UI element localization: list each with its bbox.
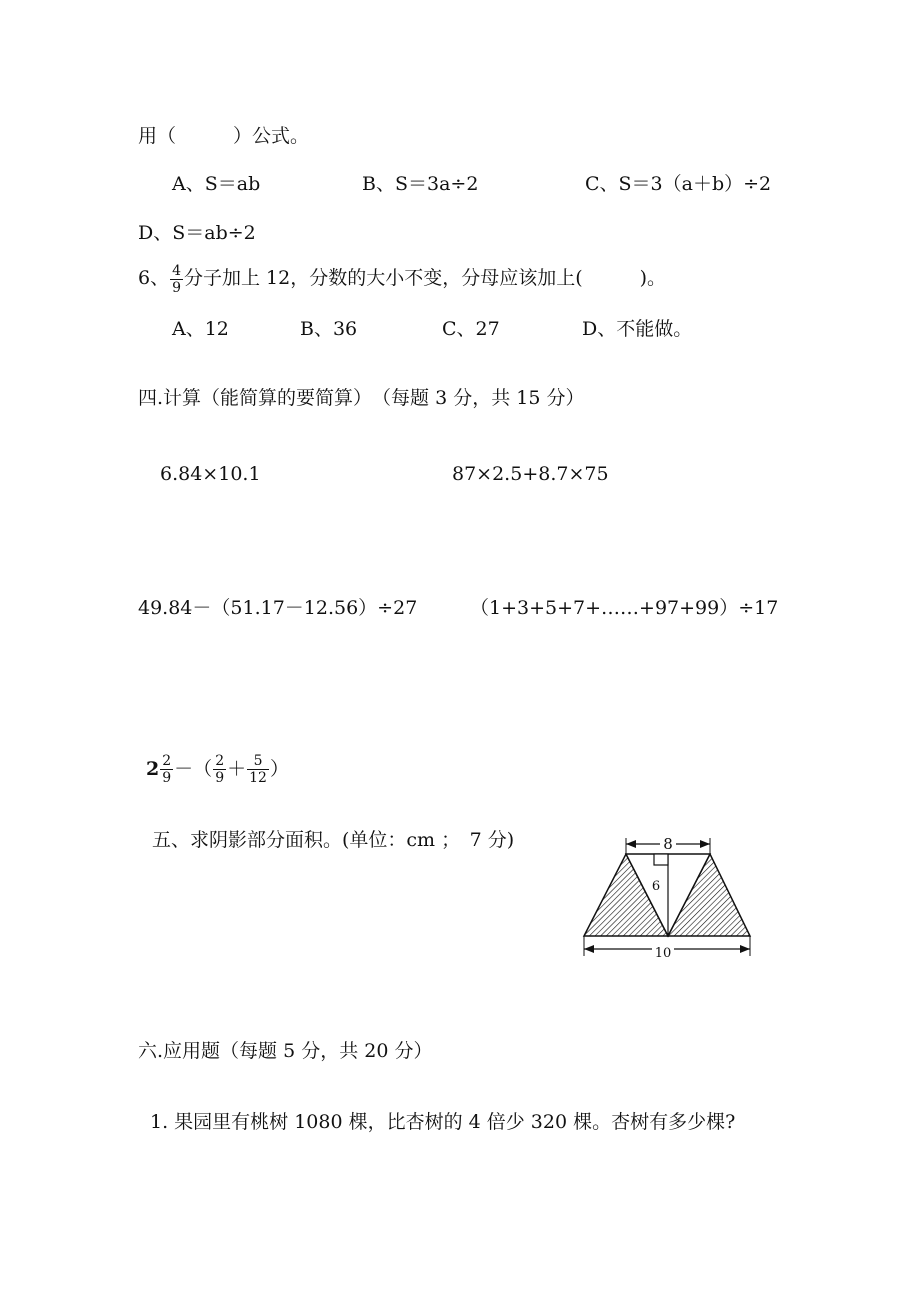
q5-option-b: B、S＝3a÷2	[362, 173, 479, 195]
expr5-whole-number: 2	[146, 758, 160, 780]
trapezoid-figure	[578, 828, 758, 968]
bottom-arrow-right	[740, 945, 750, 953]
section4-title: 四.计算（能简算的要简算） （每题 3 分，共 15 分）	[138, 387, 585, 409]
q6-option-b: B、36	[300, 318, 358, 340]
q6-option-a: A、12	[172, 318, 229, 340]
expr5-fraction-2	[213, 753, 226, 786]
expr5-fraction-3	[247, 753, 269, 786]
calc-expr-2: 87×2.5+8.7×75	[452, 463, 609, 485]
bottom-arrow-left	[584, 945, 594, 953]
top-arrow-left	[626, 840, 636, 848]
expr5-open-paren: （	[193, 758, 213, 780]
q5-stem-tail: 用（ ）公式。	[138, 125, 310, 147]
section5-title: 五、求阴影部分面积。(单位：cm ； 7 分)	[152, 829, 515, 851]
expr5-f3-numerator: 5	[247, 753, 269, 770]
expr5-f2-numerator: 2	[215, 752, 225, 769]
expr5-close-paren: ）	[269, 758, 289, 780]
right-angle-marker	[654, 854, 668, 865]
q6-fraction-numerator: 4	[172, 262, 182, 279]
q6-option-c: C、27	[442, 318, 500, 340]
expr5-fraction-1	[160, 753, 173, 786]
expr5-f1-denominator: 9	[162, 769, 172, 786]
top-arrow-right	[700, 840, 710, 848]
calc-expr-5	[146, 748, 289, 789]
bottom-base-label: 10	[654, 946, 672, 961]
expr5-f3-denominator: 12	[249, 769, 267, 786]
calc-expr-4: （1+3+5+7+……+97+99）÷17	[470, 597, 779, 619]
q5-option-d: D、S＝ab÷2	[138, 222, 256, 244]
section6-title: 六.应用题（每题 5 分，共 20 分）	[138, 1040, 433, 1062]
calc-expr-1: 6.84×10.1	[160, 463, 261, 485]
q5-option-a: A、S＝ab	[172, 173, 261, 195]
q6-fraction-denominator: 9	[172, 279, 182, 296]
q5-option-c: C、S＝3（a＋b）÷2	[585, 173, 772, 195]
q6-stem-text: 分子加上 12，分数的大小不变，分母应该加上( )。	[184, 267, 667, 289]
q6-number: 6、	[138, 267, 170, 289]
expr5-f2-denominator: 9	[215, 769, 225, 786]
q6-option-d: D、不能做。	[582, 318, 693, 340]
expr5-minus: －	[174, 758, 194, 780]
calc-expr-3: 49.84－（51.17－12.56）÷27	[138, 597, 418, 619]
expr5-f1-numerator: 2	[162, 752, 172, 769]
section6-question-1: 1. 果园里有桃树 1080 棵，比杏树的 4 倍少 320 棵。杏树有多少棵?	[150, 1111, 736, 1133]
q6-stem	[138, 258, 666, 298]
q6-fraction	[170, 263, 183, 296]
height-label: 6	[651, 879, 661, 894]
top-base-label: 8	[663, 835, 673, 853]
expr5-plus: ＋	[227, 758, 247, 780]
